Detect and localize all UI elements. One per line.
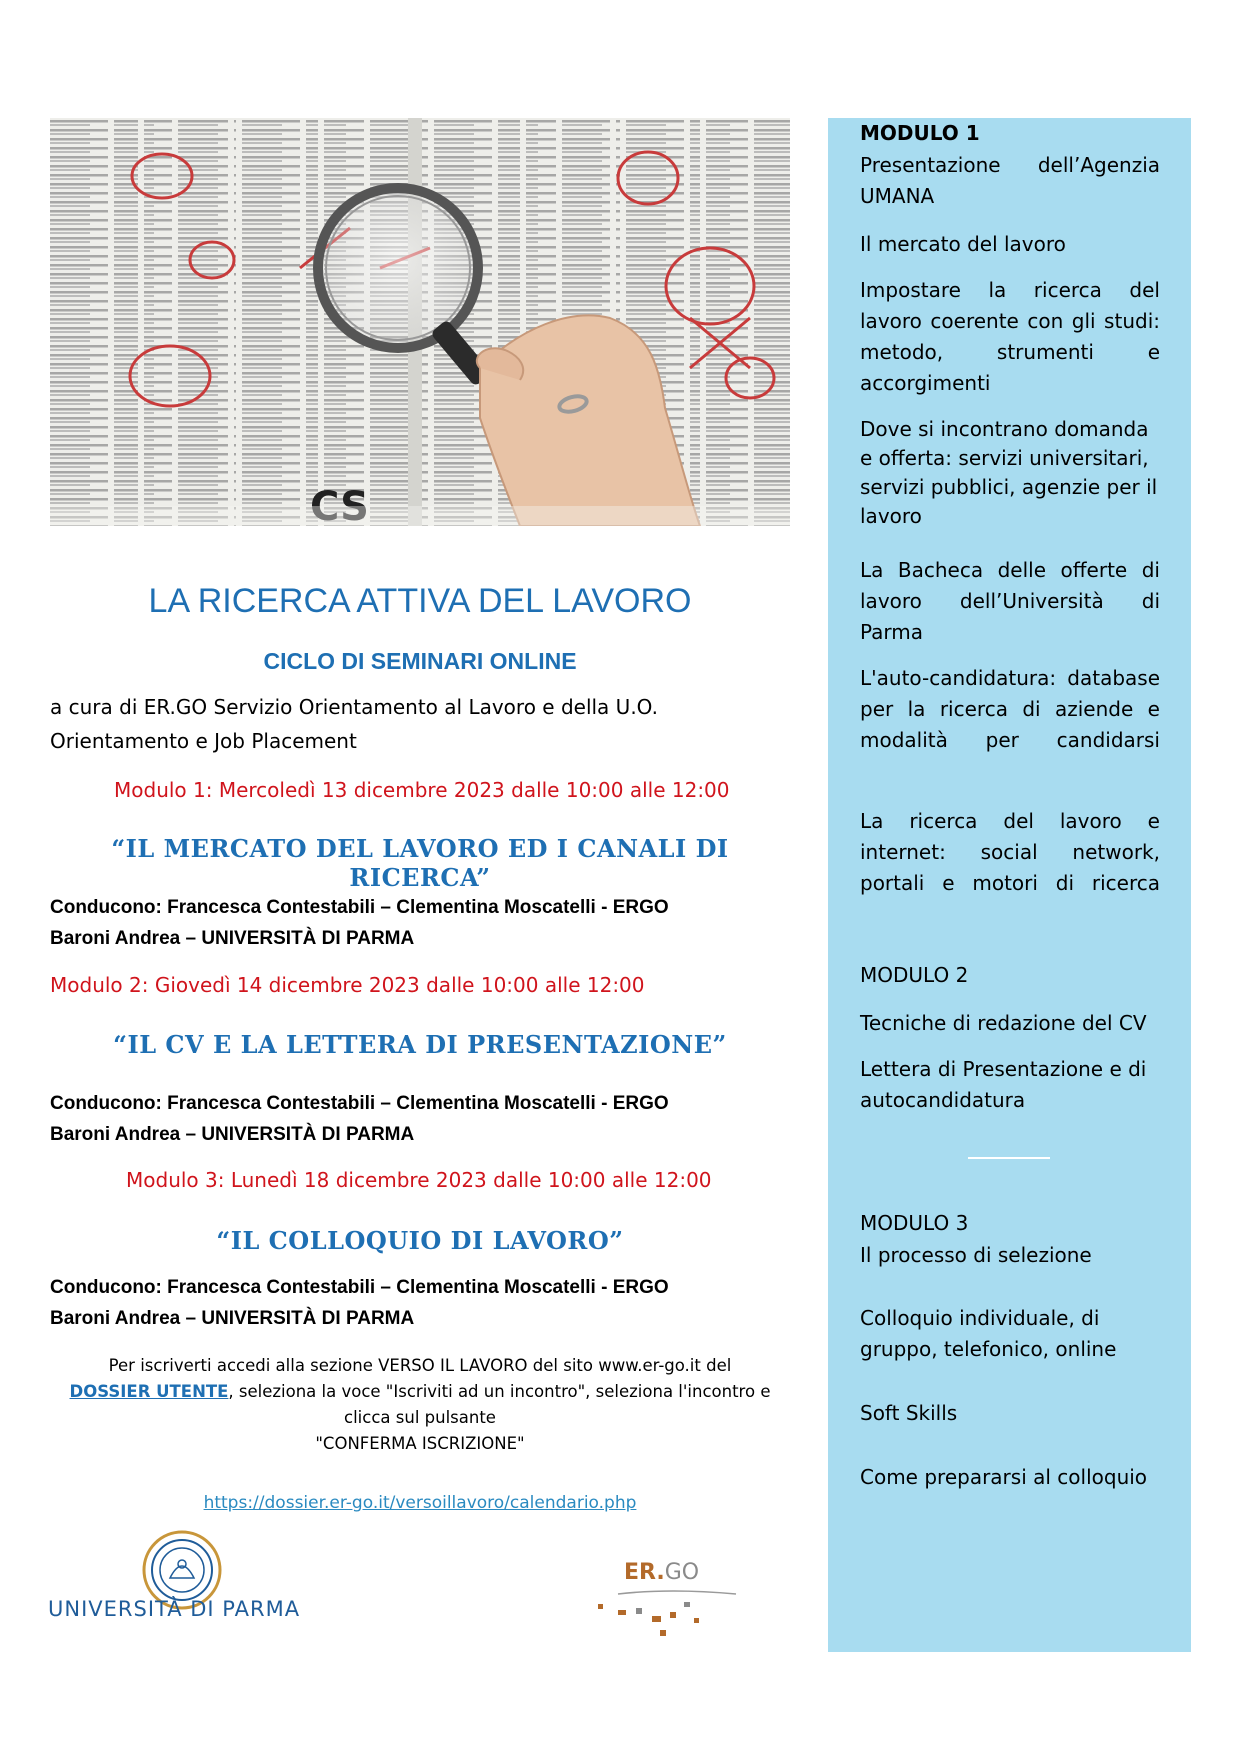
page-title: LA RICERCA ATTIVA DEL LAVORO [148, 582, 692, 620]
sidebar-m3-item-1: Il processo di selezione [860, 1243, 1092, 1267]
registration-text-after: , seleziona la voce "Iscriviti ad un incontro", seleziona l'incontro e clicca sul pulsante [228, 1382, 771, 1427]
module-3-conductors [50, 1272, 669, 1334]
sidebar-m1-item-4: Dove si incontrano domanda e offerta: servizi universitari, servizi pubblici, agenzie per il lavoro [860, 417, 1158, 528]
sidebar-m3-item-2: Colloquio individuale, di gruppo, telefonico, online [860, 1306, 1117, 1361]
module-1-date: Modulo 1: Mercoledì 13 dicembre 2023 dalle 10:00 alle 12:00 [114, 778, 730, 802]
sidebar-m2-item-2: Lettera di Presentazione e di autocandidatura [860, 1057, 1147, 1112]
sidebar-module-2-heading: MODULO 2 [860, 963, 969, 987]
module-1-conductors [50, 892, 669, 954]
ergo-logo [590, 1560, 740, 1640]
sidebar-m2-item-1: Tecniche di redazione del CV [860, 1011, 1147, 1035]
dossier-utente-link[interactable]: DOSSIER UTENTE [69, 1382, 229, 1401]
svg-text:CS: CS [310, 484, 369, 526]
confirm-registration-label: "CONFERMA ISCRIZIONE" [315, 1434, 525, 1453]
page-subtitle: CICLO DI SEMINARI ONLINE [263, 648, 577, 674]
module-2-title: “IL CV E LA LETTERA DI PRESENTAZIONE” [113, 1030, 727, 1059]
calendar-url-link[interactable]: https://dossier.er-go.it/versoillavoro/calendario.php [203, 1493, 637, 1513]
module-2-conductors-line1: Conducono: Francesca Contestabili – Clementina Moscatelli - ERGO [50, 1093, 669, 1114]
sidebar-m3-item-4: Come prepararsi al colloquio [860, 1465, 1148, 1489]
sidebar-m1-item-2: Il mercato del lavoro [860, 232, 1066, 256]
module-3-conductors-line1: Conducono: Francesca Contestabili – Clementina Moscatelli - ERGO [50, 1277, 669, 1298]
sidebar-m1-item-1: Presentazione dell’Agenzia UMANA [860, 153, 1160, 208]
module-2-date: Modulo 2: Giovedì 14 dicembre 2023 dalle 10:00 alle 12:00 [50, 973, 645, 997]
module-1-conductors-line2: Baroni Andrea – UNIVERSITÀ DI PARMA [50, 928, 415, 949]
sidebar-m1-item-6: L'auto-candidatura: database per la ricerca di aziende e modalità per candidarsi [860, 666, 1160, 752]
ergo-mark-icon [590, 1586, 740, 1640]
registration-instructions [50, 1353, 790, 1457]
module-1-conductors-line1: Conducono: Francesca Contestabili – Clementina Moscatelli - ERGO [50, 897, 669, 918]
sidebar-m1-item-7: La ricerca del lavoro e internet: social network, portali e motori di ricerca [860, 809, 1160, 895]
ergo-name-light: GO [664, 1560, 700, 1585]
university-name: UNIVERSITÀ DI PARMA [48, 1597, 301, 1621]
module-3-title: “IL COLLOQUIO DI LAVORO” [216, 1226, 624, 1255]
sidebar-divider [968, 1157, 1050, 1159]
module-2-conductors [50, 1088, 669, 1150]
module-3-date: Modulo 3: Lunedì 18 dicembre 2023 dalle 10:00 alle 12:00 [126, 1168, 712, 1192]
sidebar-module-1-heading: MODULO 1 [860, 121, 980, 145]
module-1-title: “IL MERCATO DEL LAVORO ED I CANALI DI RICERCA” [111, 834, 729, 892]
module-2-conductors-line2: Baroni Andrea – UNIVERSITÀ DI PARMA [50, 1124, 415, 1145]
ergo-name [624, 1560, 699, 1585]
sidebar-m3-item-3: Soft Skills [860, 1401, 958, 1425]
ergo-name-bold: ER. [624, 1560, 665, 1585]
registration-text-before: Per iscriverti accedi alla sezione VERSO IL LAVORO del sito www.er-go.it del [108, 1356, 732, 1375]
module-3-conductors-line2: Baroni Andrea – UNIVERSITÀ DI PARMA [50, 1308, 415, 1329]
sidebar-m1-item-5: La Bacheca delle offerte di lavoro dell’Università di Parma [860, 558, 1160, 644]
intro-text: a cura di ER.GO Servizio Orientamento al Lavoro e della U.O. Orientamento e Job Placement [50, 695, 658, 753]
hero-image [50, 118, 790, 526]
sidebar-m1-item-3: Impostare la ricerca del lavoro coerente con gli studi: metodo, strumenti e accorgimenti [860, 278, 1160, 395]
university-logo [48, 1528, 308, 1624]
sidebar-module-3-heading: MODULO 3 [860, 1211, 969, 1235]
